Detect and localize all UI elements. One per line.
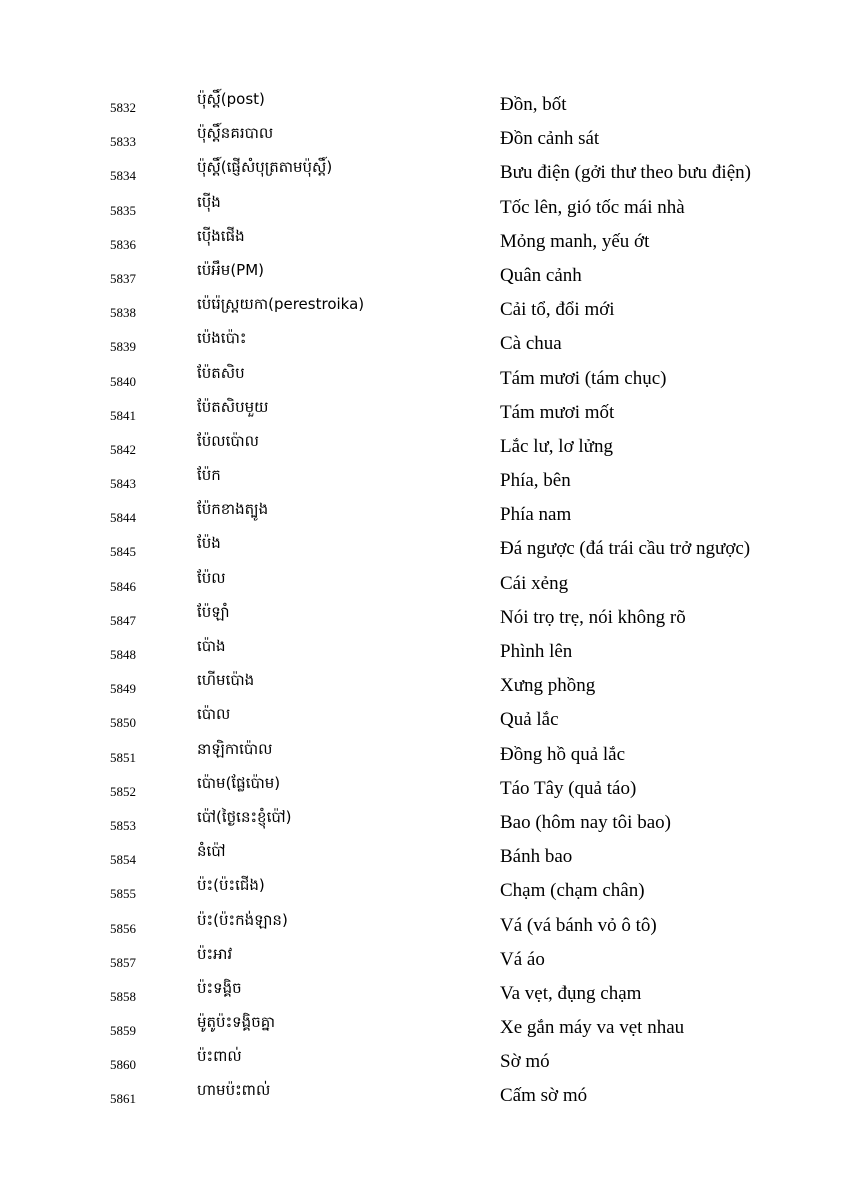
entry-number: 5856	[110, 920, 136, 936]
dictionary-entry	[0, 325, 848, 359]
khmer-term: ប៉ះ(ប៉ះជើង)	[197, 876, 265, 895]
entry-number: 5846	[110, 578, 136, 594]
dictionary-entry	[0, 189, 848, 223]
entry-number: 5838	[110, 305, 136, 321]
khmer-term: ប៉ែង	[197, 534, 221, 553]
dictionary-entry	[0, 975, 848, 1009]
vietnamese-translation: Tám mươi (tám chục)	[500, 367, 667, 389]
entry-number: 5855	[110, 886, 136, 902]
khmer-term: ប៉ះទង្គិច	[197, 978, 242, 997]
vietnamese-translation: Chạm (chạm chân)	[500, 880, 645, 902]
khmer-term: ប៉ោម(ផ្លែប៉ោម)	[197, 773, 281, 792]
dictionary-entry	[0, 394, 848, 428]
entry-number: 5840	[110, 373, 136, 389]
entry-number: 5842	[110, 441, 136, 457]
dictionary-entry	[0, 1077, 848, 1111]
dictionary-entry	[0, 360, 848, 394]
vietnamese-translation: Xe gắn máy va vẹt nhau	[500, 1017, 685, 1039]
dictionary-entry	[0, 667, 848, 701]
vietnamese-translation: Mỏng manh, yếu ớt	[500, 230, 650, 252]
dictionary-entry	[0, 599, 848, 633]
vietnamese-translation: Phía, bên	[500, 470, 571, 492]
dictionary-entry	[0, 530, 848, 564]
khmer-term: ប៉េងប៉ោះ	[197, 329, 247, 348]
vietnamese-translation: Tám mươi mốt	[500, 401, 615, 423]
dictionary-entry	[0, 804, 848, 838]
vietnamese-translation: Đồn, bốt	[500, 94, 567, 115]
vietnamese-translation: Cấm sờ mó	[500, 1085, 588, 1107]
entry-number: 5845	[110, 544, 136, 560]
vietnamese-translation: Bánh bao	[500, 846, 573, 868]
vietnamese-translation: Cải tổ, đổi mới	[500, 299, 615, 321]
entry-number: 5832	[110, 100, 136, 115]
entry-number: 5833	[110, 134, 136, 150]
khmer-term: ប៉េអឹម(PM)	[197, 260, 265, 279]
vietnamese-translation: Quả lắc	[500, 709, 559, 731]
entry-number: 5861	[110, 1091, 136, 1107]
khmer-term: ប៉ោង	[197, 637, 226, 655]
entry-number: 5844	[110, 510, 136, 526]
dictionary-entry	[0, 120, 848, 154]
entry-number: 5860	[110, 1057, 136, 1073]
dictionary-entry	[0, 633, 848, 667]
entry-number: 5834	[110, 168, 136, 184]
entry-number: 5839	[110, 339, 136, 355]
vietnamese-translation: Xưng phồng	[500, 675, 596, 697]
entry-number: 5851	[110, 749, 136, 765]
entry-number: 5847	[110, 612, 136, 628]
khmer-term: ប៉ោល	[197, 705, 231, 724]
vietnamese-translation: Sờ mó	[500, 1051, 550, 1073]
khmer-term: ប៉ែក	[197, 466, 221, 485]
dictionary-entry	[0, 770, 848, 804]
entry-number: 5854	[110, 852, 136, 868]
entry-number: 5858	[110, 988, 136, 1004]
khmer-term: ប៉ះអាវ	[197, 944, 233, 963]
dictionary-entry	[0, 462, 848, 496]
entry-number: 5848	[110, 647, 136, 662]
dictionary-entry	[0, 1009, 848, 1043]
khmer-term: ប៉ុស្តិ៍(post)	[197, 90, 265, 108]
khmer-term: នំប៉ៅ	[197, 842, 226, 861]
khmer-term: ប៉ែតសិបមួយ	[197, 397, 269, 416]
dictionary-entry	[0, 428, 848, 462]
khmer-term: ប៉េរ៉េស្ត្រយកា(perestroika)	[197, 295, 365, 314]
khmer-term: ម៉ូតូប៉ះទង្គិចគ្នា	[197, 1013, 276, 1032]
entry-number: 5841	[110, 407, 136, 423]
khmer-term: ប៉ែឡាំ	[197, 602, 230, 621]
vietnamese-translation: Va vẹt, đụng chạm	[500, 982, 642, 1004]
vietnamese-translation: Đá ngược (đá trái cầu trở ngược)	[500, 538, 751, 560]
vietnamese-translation: Cà chua	[500, 333, 562, 355]
entry-number: 5853	[110, 817, 136, 833]
dictionary-entry	[0, 257, 848, 291]
dictionary-entry-list	[0, 86, 848, 1112]
khmer-term: ប៉ុស្តិ៍(ផ្ញើសំបុត្រតាមប៉ុស្តិ៍)	[197, 158, 333, 177]
khmer-term: ប៉ៅ(ថ្ងៃនេះខ្ញុំប៉ៅ)	[197, 807, 292, 826]
dictionary-entry	[0, 838, 848, 872]
khmer-term: ប៉ែល	[197, 568, 226, 587]
entry-number: 5837	[110, 270, 136, 286]
dictionary-entry	[0, 1043, 848, 1077]
entry-number: 5849	[110, 681, 136, 697]
dictionary-entry	[0, 223, 848, 257]
khmer-term: ប៉ះពាល់	[197, 1047, 242, 1066]
entry-number: 5836	[110, 236, 136, 252]
vietnamese-translation: Bưu điện (gởi thư theo bưu điện)	[500, 162, 751, 184]
khmer-term: ប៉ែលប៉ោល	[197, 431, 259, 450]
entry-number: 5843	[110, 476, 136, 492]
vietnamese-translation: Vá áo	[500, 948, 545, 970]
entry-number: 5852	[110, 783, 136, 799]
dictionary-entry	[0, 907, 848, 941]
vietnamese-translation: Đồn cảnh sát	[500, 128, 600, 150]
vietnamese-translation: Táo Tây (quả táo)	[500, 777, 637, 799]
dictionary-entry	[0, 872, 848, 906]
khmer-term: នាឡិកាប៉ោល	[197, 739, 273, 758]
khmer-term: ប៉ែតសិប	[197, 363, 245, 382]
dictionary-entry	[0, 701, 848, 735]
vietnamese-translation: Lắc lư, lơ lửng	[500, 435, 613, 457]
dictionary-entry	[0, 154, 848, 188]
vietnamese-translation: Phía nam	[500, 504, 572, 526]
entry-number: 5857	[110, 954, 136, 970]
khmer-term: ប៉ះ(ប៉ះកង់ឡាន)	[197, 910, 288, 929]
dictionary-entry	[0, 86, 848, 120]
vietnamese-translation: Cái xẻng	[500, 572, 569, 594]
khmer-term: ប៉ើងផើង	[197, 226, 245, 245]
vietnamese-translation: Tốc lên, gió tốc mái nhà	[500, 196, 685, 218]
vietnamese-translation: Phình lên	[500, 641, 573, 662]
entry-number: 5859	[110, 1023, 136, 1039]
khmer-term: ហាមប៉ះពាល់	[197, 1081, 271, 1100]
khmer-term: ប៉ែកខាងត្បូង	[197, 500, 269, 519]
dictionary-entry	[0, 941, 848, 975]
dictionary-entry	[0, 291, 848, 325]
vietnamese-translation: Đồng hồ quả lắc	[500, 743, 626, 765]
vietnamese-translation: Bao (hôm nay tôi bao)	[500, 811, 671, 833]
vietnamese-translation: Nói trọ trẹ, nói không rõ	[500, 606, 686, 628]
vietnamese-translation: Quân cảnh	[500, 264, 582, 286]
dictionary-entry	[0, 736, 848, 770]
khmer-term: ប៉ើង	[197, 192, 221, 211]
khmer-term: ប៉ុស្តិ៍នគរបាល	[197, 124, 274, 143]
dictionary-entry	[0, 565, 848, 599]
vietnamese-translation: Vá (vá bánh vỏ ô tô)	[500, 914, 657, 936]
dictionary-entry	[0, 496, 848, 530]
entry-number: 5850	[110, 715, 136, 731]
entry-number: 5835	[110, 202, 136, 218]
khmer-term: ហើមប៉ោង	[197, 671, 255, 690]
